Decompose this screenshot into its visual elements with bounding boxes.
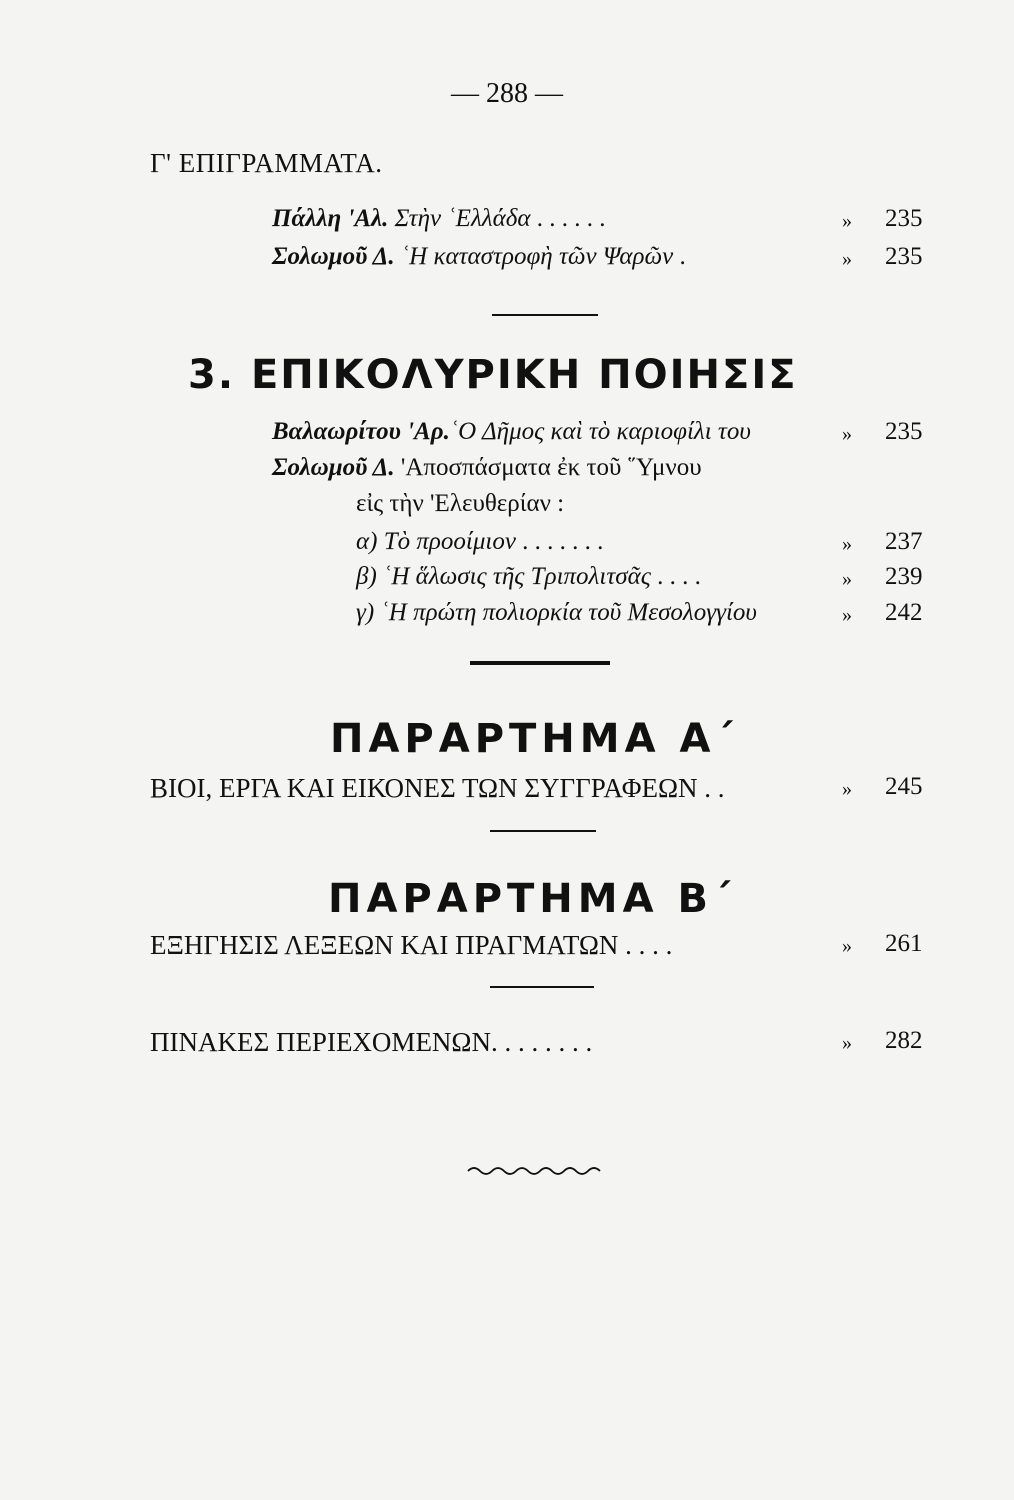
page-number: — 288 —	[451, 78, 563, 109]
section-g-heading: Γ' ΕΠΙΓΡΑΜΜΑΤΑ.	[150, 148, 383, 178]
leader-dots: . . . . . . . .	[491, 1027, 593, 1057]
entry-title: ʿΟ Δῆμος καὶ τὸ καριοφίλι του	[449, 418, 751, 445]
entry-author: Σολωμοῦ Δ.	[272, 243, 395, 270]
leader-dots: . . . .	[625, 930, 673, 960]
sub-entry	[356, 599, 757, 627]
section-3-heading: 3. ΕΠΙΚΟΛΥΡΙΚΗ ΠΟΙΗΣΙΣ	[188, 352, 798, 398]
entry-title-continued: εἰς τὴν 'Ελευθερίαν :	[356, 490, 565, 517]
toc-entry	[272, 243, 686, 271]
entry-page: 261	[885, 930, 923, 957]
ditto-mark: »	[842, 778, 852, 800]
ditto-mark: »	[842, 604, 852, 626]
ditto-mark: »	[842, 568, 852, 590]
toc-entry	[150, 1027, 592, 1058]
ditto-mark: »	[842, 210, 852, 232]
leader-dots: . . . . . . .	[522, 528, 604, 555]
toc-entry	[150, 930, 672, 961]
sub-entry-label: γ)	[356, 599, 375, 626]
entry-title: Στὴν ʿΕλλάδα	[394, 205, 531, 232]
toc-entry	[272, 454, 702, 482]
ditto-mark: »	[842, 248, 852, 270]
entry-page: 235	[885, 418, 923, 445]
divider-rule	[490, 830, 596, 832]
divider-rule	[492, 314, 598, 316]
sub-entry	[356, 528, 603, 556]
ditto-mark: »	[842, 1032, 852, 1054]
sub-entry-label: α)	[356, 528, 378, 555]
sub-entry-title: Τὸ προοίμιον	[383, 528, 516, 555]
entry-page: 245	[885, 773, 923, 800]
entry-page: 242	[885, 599, 923, 626]
toc-entry	[272, 418, 751, 446]
entry-page: 235	[885, 243, 923, 270]
toc-entry	[150, 773, 725, 804]
sub-entry-title: ʿΗ πρώτη πολιορκία τοῦ Μεσολογγίου	[380, 599, 757, 626]
entry-page: 239	[885, 563, 923, 590]
entry-page: 235	[885, 205, 923, 232]
sub-entry-title: ʿΗ ἅλωσις τῆς Τριπολιτσᾶς	[383, 563, 651, 590]
entry-title: 'Αποσπάσματα ἐκ τοῦ ῞Υμνου	[400, 454, 702, 481]
wavy-ornament	[466, 1164, 602, 1178]
ditto-mark: »	[842, 533, 852, 555]
appendix-a-heading: ΠΑΡΑΡΤΗΜΑ Α΄	[330, 716, 739, 762]
entry-author: Σολωμοῦ Δ.	[272, 454, 395, 481]
leader-dots: . . . . . .	[536, 205, 606, 232]
leader-dots: . .	[704, 773, 725, 803]
entry-title: ΕΞΗΓΗΣΙΣ ΛΕΞΕΩΝ ΚΑΙ ΠΡΑΓΜΑΤΩΝ	[150, 930, 619, 960]
entry-title: ΒΙΟΙ, ΕΡΓΑ ΚΑΙ ΕΙΚΟΝΕΣ ΤΩΝ ΣΥΓΓΡΑΦΕΩΝ	[150, 773, 698, 803]
appendix-b-heading: ΠΑΡΑΡΤΗΜΑ Β΄	[328, 876, 736, 922]
sub-entry-label: β)	[356, 563, 377, 590]
entry-page: 282	[885, 1027, 923, 1054]
entry-author: Βαλαωρίτου 'Αρ.	[272, 418, 450, 445]
entry-title: ʿΗ καταστροφὴ τῶν Ψαρῶν	[400, 243, 674, 270]
leader-dots: . . . .	[657, 563, 701, 590]
toc-entry	[272, 205, 605, 233]
ditto-mark: »	[842, 423, 852, 445]
entry-page: 237	[885, 528, 923, 555]
sub-entry	[356, 563, 701, 591]
divider-rule	[490, 986, 594, 988]
entry-author: Πάλλη 'Αλ.	[272, 205, 389, 232]
divider-rule	[470, 661, 610, 665]
ditto-mark: »	[842, 935, 852, 957]
leader-dots: .	[679, 243, 686, 270]
entry-title: ΠΙΝΑΚΕΣ ΠΕΡΙΕΧΟΜΕΝΩΝ	[150, 1027, 491, 1057]
